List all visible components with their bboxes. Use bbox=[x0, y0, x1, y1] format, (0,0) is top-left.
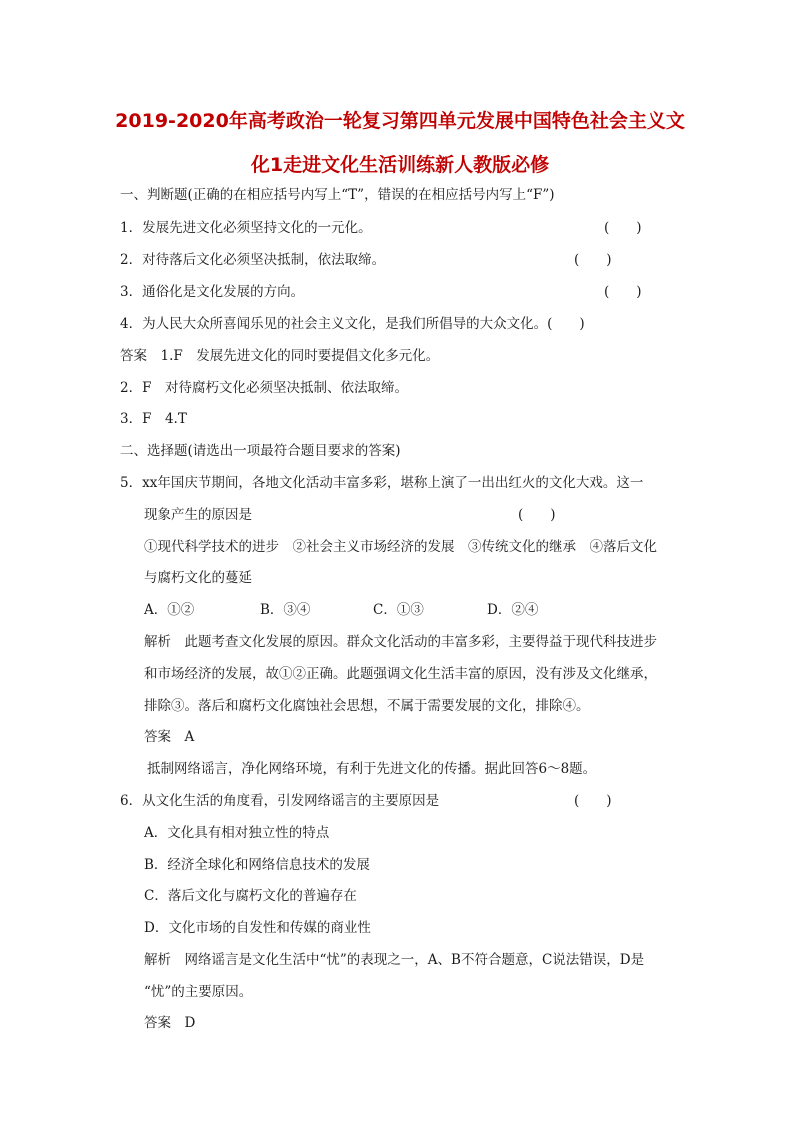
question-5-explanation-line-2: 和市场经济的发展，故①②正确。此题强调文化生活丰富的原因，没有涉及文化继承， bbox=[144, 666, 657, 682]
question-5-explanation-line-3: 排除③。落后和腐朽文化腐蚀社会思想，不属于需要发展的文化，排除④。 bbox=[144, 698, 590, 714]
question-5-answer: 答案 A bbox=[144, 729, 195, 745]
question-3: 3．通俗化是文化发展的方向。 bbox=[120, 284, 305, 300]
question-3-answer-blank: ( ) bbox=[604, 284, 642, 300]
question-5-explanation-line-1: 解析 此题考查文化发展的原因。群众文化活动的丰富多彩，主要得益于现代科技进步 bbox=[144, 634, 657, 650]
answer-1: 答案 1.F 发展先进文化的同时要提倡文化多元化。 bbox=[120, 348, 440, 364]
question-2-answer-blank: ( ) bbox=[574, 252, 612, 268]
question-5-option-c: C．①③ bbox=[373, 602, 424, 618]
question-5-items-line-2: 与腐朽文化的蔓延 bbox=[144, 570, 252, 586]
section-2-heading: 二、选择题(请选出一项最符合题目要求的答案) bbox=[120, 443, 401, 459]
question-4: 4．为人民大众所喜闻乐见的社会主义文化，是我们所倡导的大众文化。( ) bbox=[120, 316, 585, 332]
question-2: 2．对待落后文化必须坚决抵制，依法取缔。 bbox=[120, 252, 386, 268]
question-6-explanation-line-2: “忧”的主要原因。 bbox=[144, 984, 253, 1000]
question-5-option-b: B．③④ bbox=[260, 602, 311, 618]
question-1: 1．发展先进文化必须坚持文化的一元化。 bbox=[120, 220, 372, 236]
question-5-option-a: A．①② bbox=[144, 602, 195, 618]
document-title-line-2: 化1走进文化生活训练新人教版必修 bbox=[250, 154, 550, 176]
answer-3-4: 3．F 4.T bbox=[120, 411, 187, 427]
question-5-line-2: 现象产生的原因是 bbox=[144, 507, 252, 523]
question-6-answer: 答案 D bbox=[144, 1015, 196, 1031]
question-6-answer-blank: ( ) bbox=[574, 793, 612, 809]
question-6: 6．从文化生活的角度看，引发网络谣言的主要原因是 bbox=[120, 793, 440, 809]
question-1-answer-blank: ( ) bbox=[604, 220, 642, 236]
answer-2: 2．F 对待腐朽文化必须坚决抵制、依法取缔。 bbox=[120, 380, 408, 396]
document-title-line-1: 2019-2020年高考政治一轮复习第四单元发展中国特色社会主义文 bbox=[115, 110, 685, 132]
section-1-heading: 一、判断题(正确的在相应括号内写上“T”，错误的在相应括号内写上“F”) bbox=[120, 187, 555, 203]
question-6-option-d: D．文化市场的自发性和传媒的商业性 bbox=[144, 920, 371, 936]
question-5-items-line-1: ①现代科学技术的进步 ②社会主义市场经济的发展 ③传统文化的继承 ④落后文化 bbox=[144, 539, 657, 555]
question-6-option-b: B．经济全球化和网络信息技术的发展 bbox=[144, 857, 370, 873]
question-5-line-1: 5．xx年国庆节期间，各地文化活动丰富多彩，堪称上演了一出出红火的文化大戏。这一 bbox=[120, 475, 644, 491]
question-5-option-d: D．②④ bbox=[487, 602, 539, 618]
question-6-option-c: C．落后文化与腐朽文化的普遍存在 bbox=[144, 888, 357, 904]
reading-passage: 抵制网络谣言，净化网络环境，有利于先进文化的传播。据此回答6～8题。 bbox=[147, 761, 597, 777]
question-6-option-a: A．文化具有相对独立性的特点 bbox=[144, 825, 330, 841]
question-5-answer-blank: ( ) bbox=[518, 507, 556, 523]
question-6-explanation-line-1: 解析 网络谣言是文化生活中“忧”的表现之一，A、B不符合题意，C说法错误，D是 bbox=[144, 952, 645, 968]
